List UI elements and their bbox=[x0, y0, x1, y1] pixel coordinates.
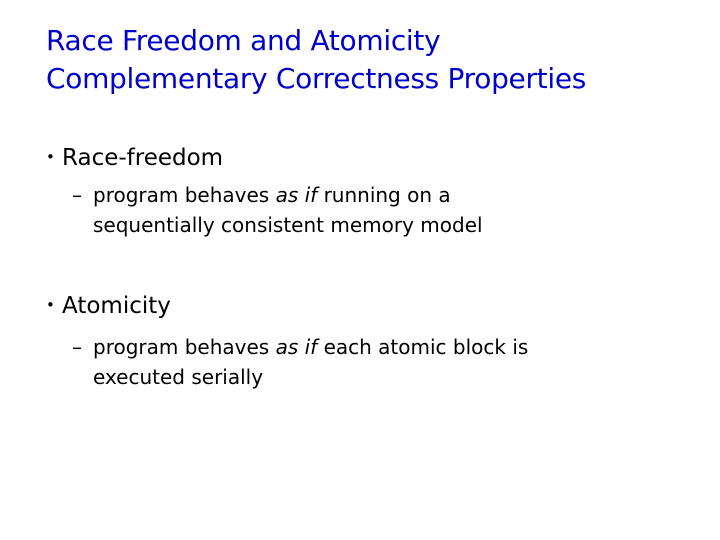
sub-bullet-line-1 bbox=[93, 332, 692, 362]
sub-bullet-race-freedom bbox=[72, 180, 692, 240]
title-line-2: Complementary Correctness Properties bbox=[46, 62, 587, 95]
sub-bullet-line-1 bbox=[93, 180, 692, 210]
sub-bullet-line-2: executed serially bbox=[93, 365, 264, 389]
sub-bullet-line-2: sequentially consistent memory model bbox=[93, 213, 483, 237]
sub-bullet-text bbox=[93, 332, 692, 392]
slide-title bbox=[46, 22, 706, 98]
text-after: each atomic block is bbox=[317, 335, 529, 359]
text-before: program behaves bbox=[93, 335, 276, 359]
bullet-dot-icon: • bbox=[46, 148, 55, 166]
bullet-atomicity bbox=[46, 290, 171, 321]
dash-icon: – bbox=[72, 335, 82, 359]
bullet-dot-icon: • bbox=[46, 296, 55, 314]
title-line-1: Race Freedom and Atomicity bbox=[46, 24, 441, 57]
sub-bullet-atomicity bbox=[72, 332, 692, 392]
text-before: program behaves bbox=[93, 183, 276, 207]
sub-bullet-text bbox=[93, 180, 692, 240]
bullet-race-freedom bbox=[46, 142, 223, 173]
text-emphasis: as if bbox=[275, 183, 318, 207]
bullet-label: Race-freedom bbox=[62, 145, 224, 171]
text-emphasis: as if bbox=[275, 335, 318, 359]
bullet-label: Atomicity bbox=[62, 293, 171, 319]
dash-icon: – bbox=[72, 183, 82, 207]
text-after: running on a bbox=[317, 183, 451, 207]
